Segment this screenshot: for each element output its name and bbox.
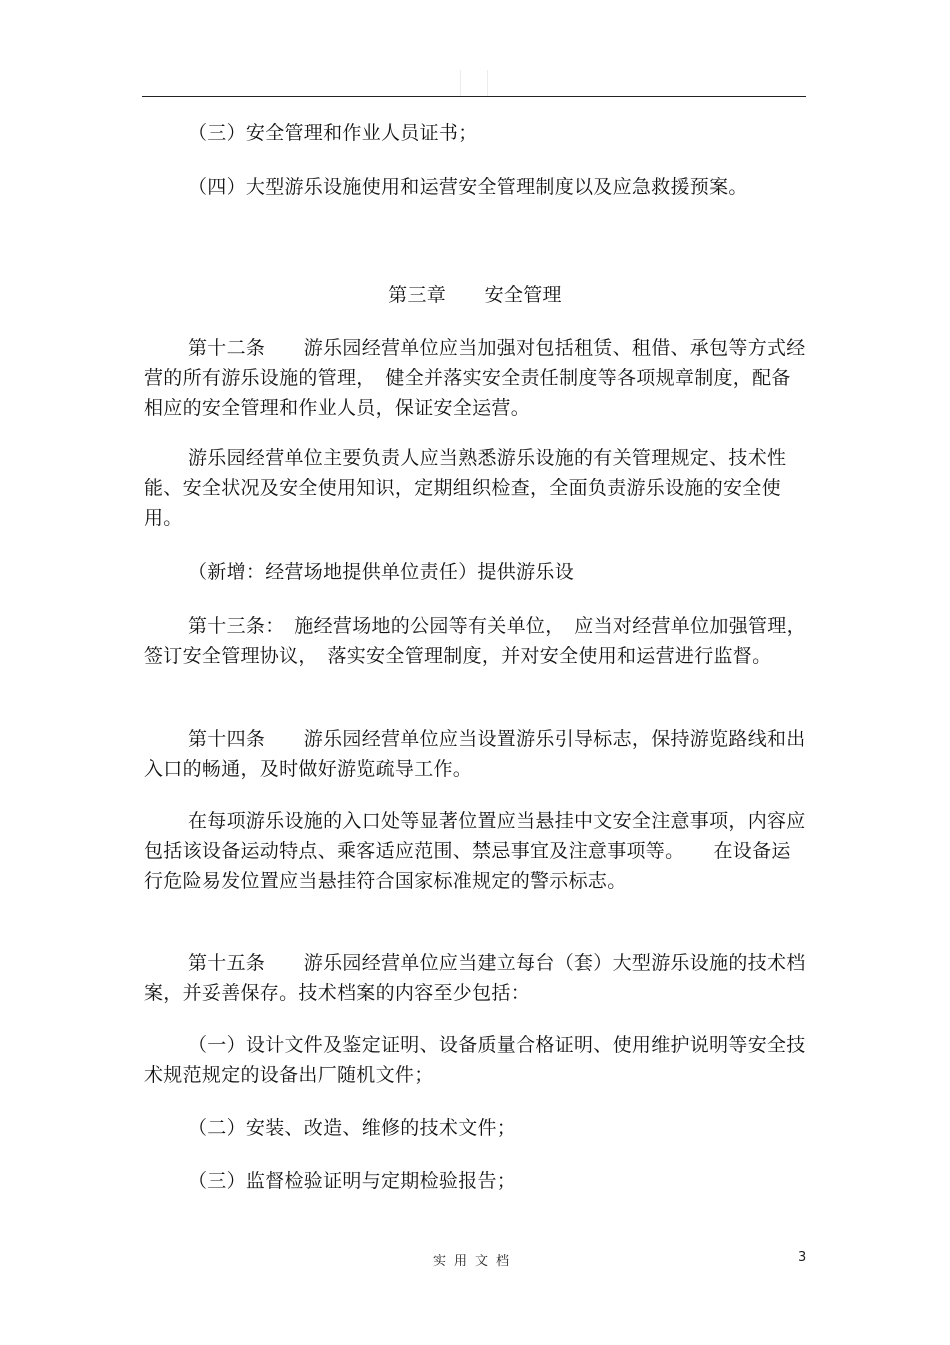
paragraph: （三）监督检验证明与定期检验报告；: [188, 1170, 517, 1192]
paragraph: （二）安装、改造、维修的技术文件；: [188, 1117, 517, 1139]
paragraph: （一）设计文件及鉴定证明、设备质量合格证明、使用维护说明等安全技术规范规定的设备出厂随机文件；: [144, 1034, 806, 1086]
paragraph: （三）安全管理和作业人员证书；: [188, 122, 478, 144]
header-tick-left: [460, 70, 461, 96]
paragraph: 游乐园经营单位主要负责人应当熟悉游乐设施的有关管理规定、技术性能、安全状况及安全使用知识，定期组织检查，全面负责游乐设施的安全使用。: [144, 447, 787, 529]
paragraph: 在每项游乐设施的入口处等显著位置应当悬挂中文安全注意事项，内容应包括该设备运动特点、乘客适应范围、禁忌事宜及注意事项等。 在设备运行危险易发位置应当悬挂符合国家标准规定的警示标志。: [144, 810, 806, 892]
footer-text: 实用文档: [432, 1254, 517, 1269]
page-number: 3: [798, 1250, 807, 1265]
paragraph: 第十二条 游乐园经营单位应当加强对包括租赁、租借、承包等方式经营的所有游乐设施的管理， 健全并落实安全责任制度等各项规章制度，配备相应的安全管理和作业人员，保证安全运营。: [144, 337, 806, 419]
paragraph: 第十三条： 施经营场地的公园等有关单位， 应当对经营单位加强管理，签订安全管理协议， 落实安全管理制度，并对安全使用和运营进行监督。: [144, 615, 806, 667]
header-tick-right: [487, 70, 488, 96]
paragraph: （新增：经营场地提供单位责任）提供游乐设: [188, 561, 575, 583]
paragraph: 第十五条 游乐园经营单位应当建立每台（套）大型游乐设施的技术档案，并妥善保存。技术档案的内容至少包括：: [144, 952, 806, 1004]
header-rule: [142, 96, 806, 97]
chapter-heading: 第三章 安全管理: [388, 284, 562, 306]
paragraph: （四）大型游乐设施使用和运营安全管理制度以及应急救援预案。: [188, 176, 748, 198]
paragraph: 第十四条 游乐园经营单位应当设置游乐引导标志，保持游览路线和出入口的畅通，及时做好游览疏导工作。: [144, 728, 806, 780]
